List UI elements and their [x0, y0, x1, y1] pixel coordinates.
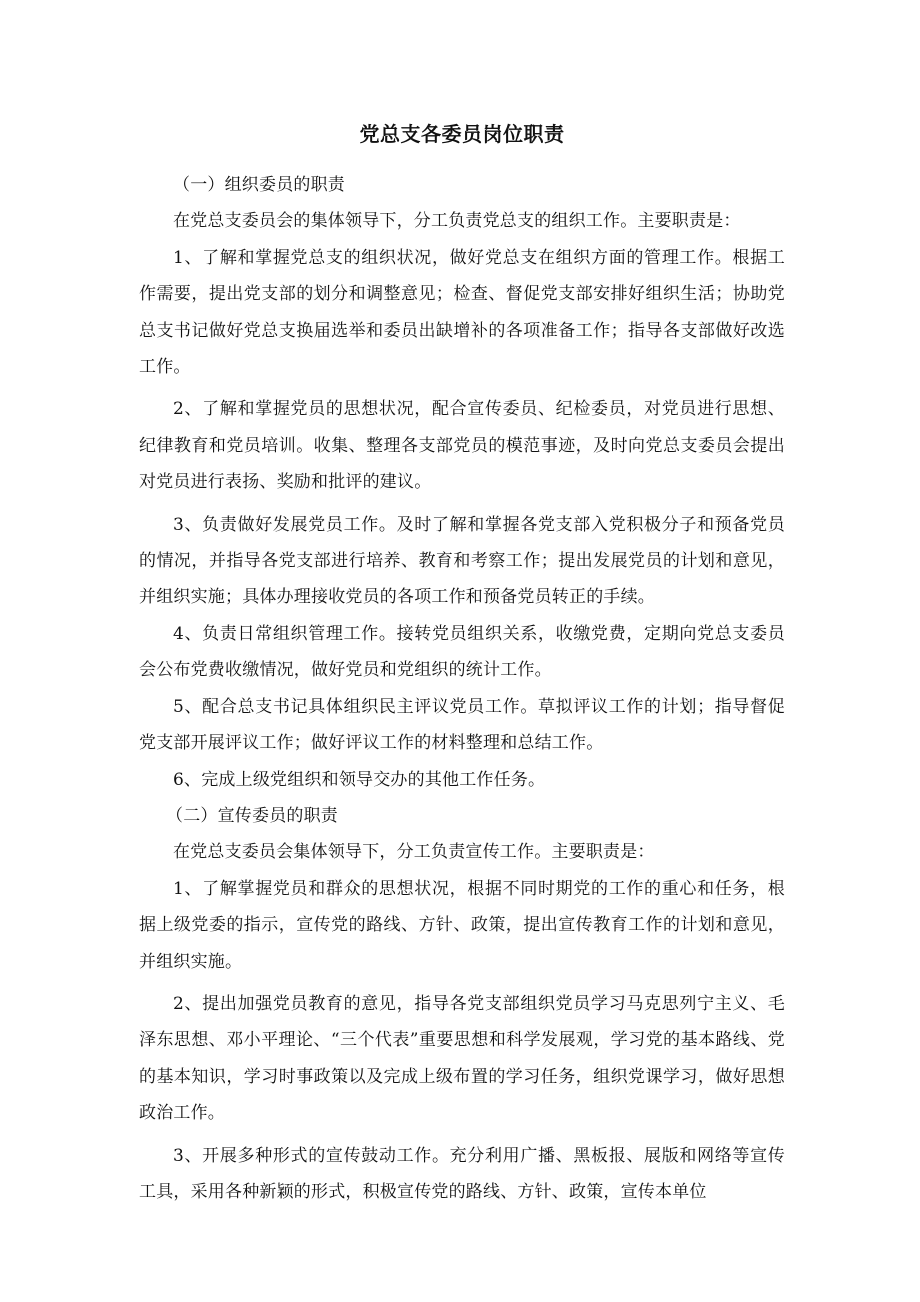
duty-item: 2、了解和掌握党员的思想状况，配合宣传委员、纪检委员，对党员进行思想、纪律教育和党员培训。收集、整理各支部党员的模范事迹，及时向党总支委员会提出对党员进行表扬、奖励和批评的建议。 [139, 399, 785, 493]
duty-item: 5、配合总支书记具体组织民主评议党员工作。草拟评议工作的计划；指导督促党支部开展评议工作；做好评议工作的材料整理和总结工作。 [139, 696, 785, 754]
duty-item: 4、负责日常组织管理工作。接转党员组织关系，收缴党费，定期向党总支委员会公布党费收缴情况，做好党员和党组织的统计工作。 [139, 623, 785, 681]
duty-item: 6、完成上级党组织和领导交办的其他工作任务。 [173, 769, 546, 790]
section-heading-publicity: （二）宣传委员的职责 [166, 805, 338, 826]
duty-item: 1、了解和掌握党总支的组织状况，做好党总支在组织方面的管理工作。根据工作需要，提出党支部的划分和调整意见；检查、督促党支部安排好组织生活；协助党总支书记做好党总支换届选举和委员出缺增补的各项准备工作；指导各支部做好改选工作。 [139, 247, 785, 378]
duty-item: 3、开展多种形式的宣传鼓动工作。充分利用广播、黑板报、展版和网络等宣传工具，采用各种新颖的形式，积极宣传党的路线、方针、政策，宣传本单位 [139, 1145, 785, 1202]
duty-item: 2、提出加强党员教育的意见，指导各党支部组织党员学习马克思列宁主义、毛泽东思想、邓小平理论、“三个代表”重要思想和科学发展观，学习党的基本路线、党的基本知识，学习时事政策以及完成上级布置的学习任务，组织党课学习，做好思想政治工作。 [139, 993, 785, 1124]
section-intro-organization: 在党总支委员会的集体领导下，分工负责党总支的组织工作。主要职责是： [173, 211, 741, 232]
section-intro-publicity: 在党总支委员会集体领导下，分工负责宣传工作。主要职责是： [173, 842, 655, 863]
document-title: 党总支各委员岗位职责 [359, 122, 565, 146]
duty-item: 3、负责做好发展党员工作。及时了解和掌握各党支部入党积极分子和预备党员的情况，并指导各党支部进行培养、教育和考察工作；提出发展党员的计划和意见，并组织实施；具体办理接收党员的各项工作和预备党员转正的手续。 [139, 514, 785, 608]
section-heading-organization: （一）组织委员的职责 [173, 175, 345, 195]
document-body [139, 119, 785, 1210]
duty-item: 1、了解掌握党员和群众的思想状况，根据不同时期党的工作的重心和任务，根据上级党委的指示，宣传党的路线、方针、政策，提出宣传教育工作的计划和意见，并组织实施。 [139, 878, 785, 972]
